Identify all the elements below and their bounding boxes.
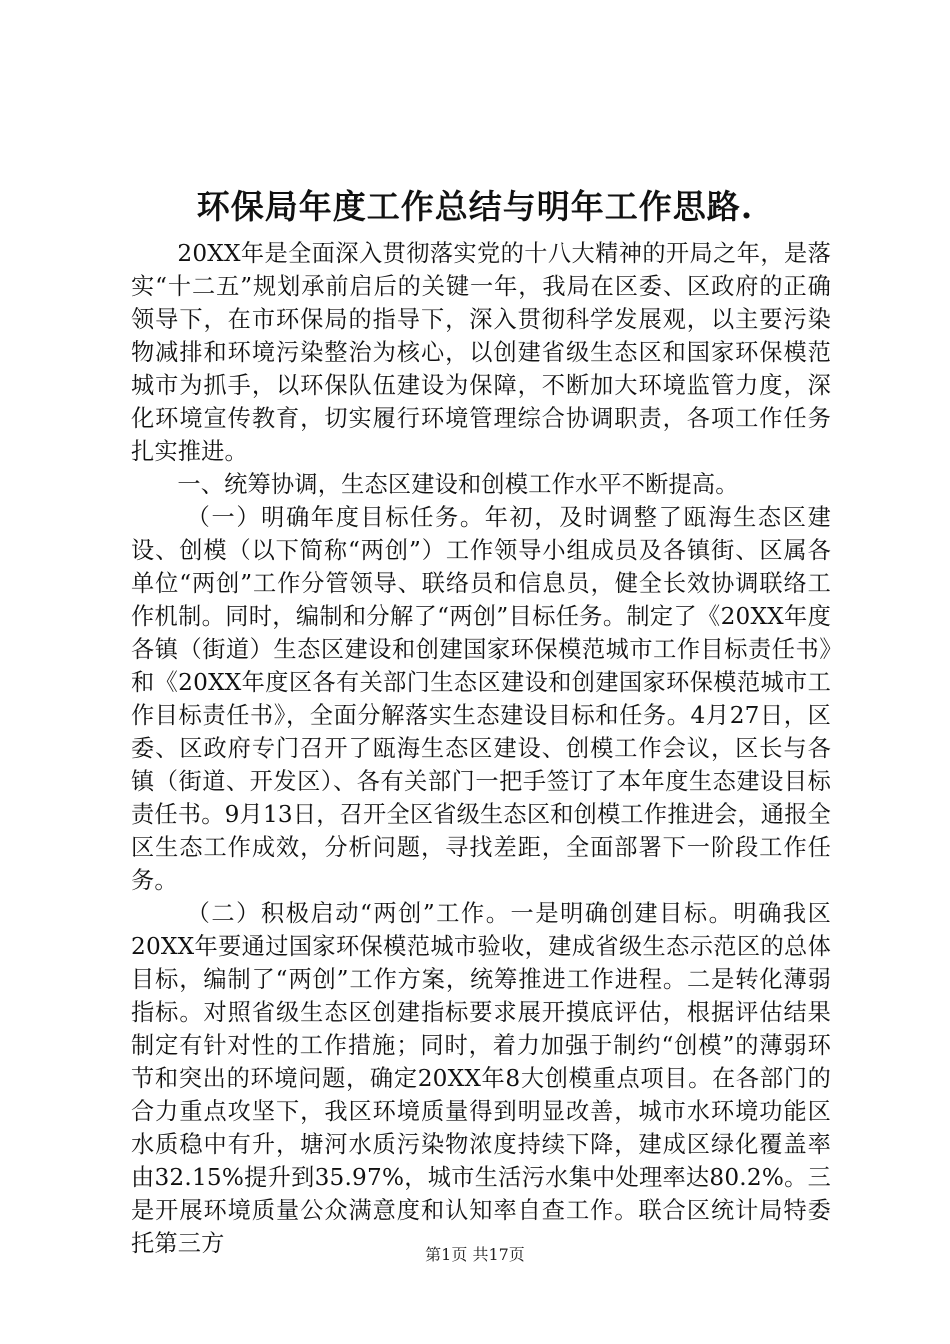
section-heading-1: 一、统筹协调，生态区建设和创模工作水平不断提高。 (177, 471, 739, 498)
paragraph-intro: 20XX年是全面深入贯彻落实党的十八大精神的开局之年，是落实“十二五”规划承前启后的关键一年，我局在区委、区政府的正确领导下，在市环保局的指导下，深入贯彻科学发展观，以主要污染物减排和环境污染整治为核心，以创建省级生态区和国家环保模范城市为抓手，以环保队伍建设为保障，不断加大环境监管力度，深化环境宣传教育，切实履行环境管理综合协调职责，各项工作任务扎实推进。 (131, 240, 831, 465)
document-body (131, 237, 831, 1260)
paragraph-subsection-1: （一）明确年度目标任务。年初，及时调整了瓯海生态区建设、创模（以下简称“两创”）工作领导小组成员及各镇街、区属各单位“两创”工作分管领导、联络员和信息员，健全长效协调联络工作机制。同时，编制和分解了“两创”目标任务。制定了《20XX年度各镇（街道）生态区建设和创建国家环保模范城市工作目标责任书》和《20XX年度区各有关部门生态区建设和创建国家环保模范城市工作目标责任书》，全面分解落实生态建设目标和任务。4月27日，区委、区政府专门召开了瓯海生态区建设、创模工作会议，区长与各镇（街道、开发区）、各有关部门一把手签订了本年度生态建设目标责任书。9月13日，召开全区省级生态区和创模工作推进会，通报全区生态工作成效，分析问题，寻找差距，全面部署下一阶段工作任务。 (131, 504, 831, 894)
page-footer: 第1页 共17页 (425, 1245, 525, 1264)
paragraph-subsection-2: （二）积极启动“两创”工作。一是明确创建目标。明确我区20XX年要通过国家环保模范城市验收，建成省级生态示范区的总体目标，编制了“两创”工作方案，统筹推进工作进程。二是转化薄弱指标。对照省级生态区创建指标要求展开摸底评估，根据评估结果制定有针对性的工作措施；同时，着力加强于制约“创模”的薄弱环节和突出的环境问题，确定20XX年8大创模重点项目。在各部门的合力重点攻坚下，我区环境质量得到明显改善，城市水环境功能区水质稳中有升，塘河水质污染物浓度持续下降，建成区绿化覆盖率由32.15%提升到35.97%，城市生活污水集中处理率达80.2%。三是开展环境质量公众满意度和认知率自查工作。联合区统计局特委托第三方 (131, 900, 831, 1257)
document-title: 环保局年度工作总结与明年工作思路. (196, 187, 754, 226)
